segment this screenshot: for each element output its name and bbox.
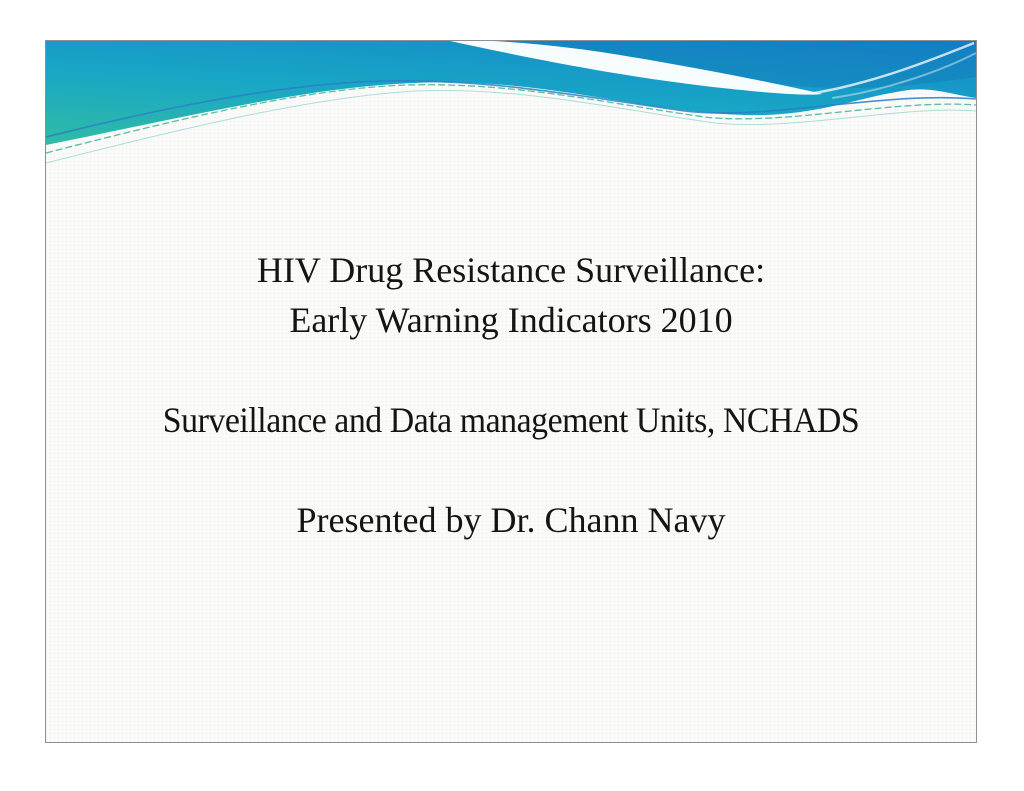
slide-title-line-1: HIV Drug Resistance Surveillance: bbox=[256, 250, 766, 290]
slide-presenter: Presented by Dr. Chann Navy bbox=[296, 500, 726, 540]
slide-subtitle: Surveillance and Data management Units, NCHADS bbox=[162, 400, 860, 440]
blank-line bbox=[46, 345, 976, 395]
slide-title-line-2: Early Warning Indicators 2010 bbox=[289, 300, 733, 340]
blank-line bbox=[46, 445, 976, 495]
slide-canvas bbox=[45, 40, 977, 743]
title-block bbox=[46, 245, 976, 545]
wave-decoration bbox=[46, 41, 976, 213]
